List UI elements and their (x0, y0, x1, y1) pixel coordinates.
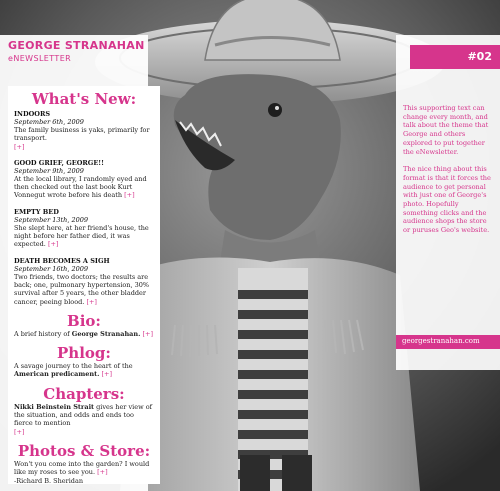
entry-title: GOOD GRIEF, GEORGE!! (14, 158, 104, 167)
entry-date: September 6th, 2009 (14, 118, 84, 126)
news-entry (14, 110, 154, 151)
sidebar-paragraph: The nice thing about this format is that it forces the audience to get personal with just one of George's photo. Hopefully something clicks and the audience shops the store or puruses Geo's website. (403, 165, 491, 235)
news-entry (14, 159, 154, 200)
issue-tab (410, 45, 500, 69)
read-more-link[interactable]: [+] (47, 240, 59, 249)
whats-new-heading: What's New: (31, 90, 137, 108)
entry-title: DEATH BECOMES A SIGH (14, 256, 110, 265)
entry-date: September 16th, 2009 (14, 264, 89, 273)
masthead-title: GEORGE STRANAHAN (8, 39, 145, 52)
entry-text: The family business is yaks, primarily for transport. (14, 126, 150, 143)
entry-title: INDOORS (14, 110, 51, 118)
entry-title: EMPTY BED (14, 207, 59, 216)
website-link[interactable]: georgestranahan.com (402, 337, 480, 345)
quote-attribution: -Richard B. Sheridan (14, 476, 84, 485)
entry-text: Two friends, two doctors; the results are back; one, pulmonary hypertension, 30% survival after 5 years, the other bladder cancer, peeing blood. (14, 272, 150, 306)
masthead (0, 35, 148, 75)
read-more-link[interactable]: [+] (97, 468, 108, 477)
content-panel (8, 86, 160, 484)
photos-store-heading: Photos & Store: (17, 441, 151, 460)
news-entry (14, 257, 154, 306)
site-bar (396, 335, 500, 349)
entry-text: She slept here, at her friend's house, the night before her father died, it was expected. (14, 223, 149, 249)
bio-heading: Bio: (67, 311, 101, 330)
read-more-link[interactable]: [+] (124, 191, 135, 200)
phlog-text: A savage journey to the heart of the American predicament. [+] (14, 362, 133, 379)
read-more-link[interactable]: [+] (14, 427, 25, 436)
entry-date: September 9th, 2009 (14, 166, 84, 175)
entry-text: At the local library, I randomly eyed and then checked out the last book Kurt Vonnegut wrote before his death (14, 174, 147, 200)
sidebar-text (403, 104, 495, 244)
news-entry (14, 208, 154, 249)
bio-text: A brief history of George Stranahan. [+] (14, 329, 153, 338)
phlog-heading: Phlog: (57, 344, 111, 363)
read-more-link[interactable]: [+] (14, 142, 25, 151)
read-more-link[interactable]: [+] (101, 370, 113, 379)
issue-number: #02 (467, 50, 492, 63)
entry-date: September 13th, 2009 (14, 215, 89, 224)
masthead-subtitle: eNEWSLETTER (8, 54, 72, 63)
read-more-link[interactable]: [+] (142, 329, 153, 338)
sidebar-paragraph: This supporting text can change every month, and talk about the theme that George and others explored to put together the eNewsletter. (403, 104, 489, 156)
chapters-heading: Chapters: (43, 384, 125, 403)
read-more-link[interactable]: [+] (86, 297, 97, 306)
chapters-text: Nikki Beinstein Strait gives her view of the situation, and odds and ends too fierce to mention (14, 402, 153, 428)
photos-store-text: Won't you come into the garden? I would like my roses to see you. [+] (14, 459, 150, 477)
